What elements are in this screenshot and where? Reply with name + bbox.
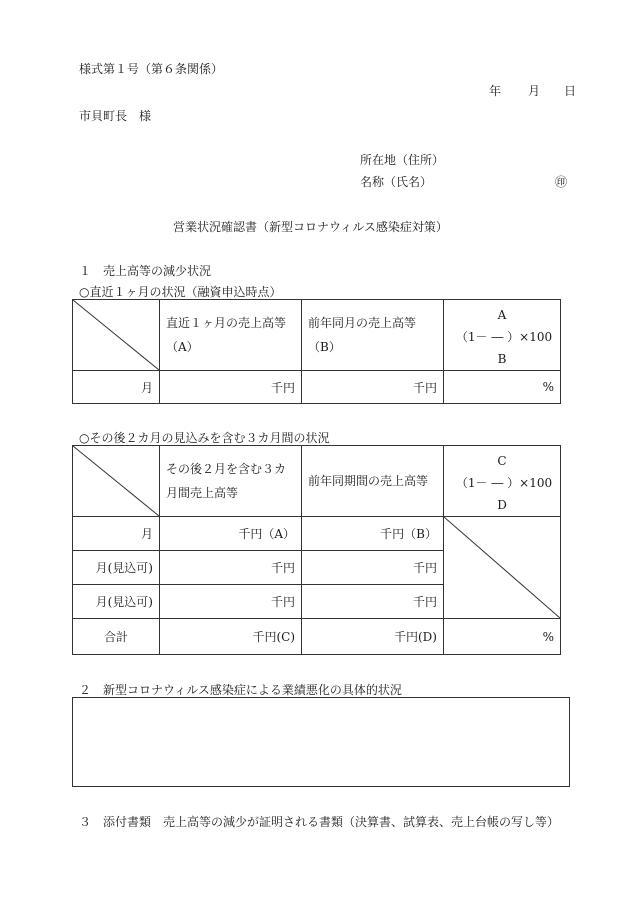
row3-sales-d-cell: 千円: [302, 585, 444, 619]
formula-denominator: B: [497, 352, 507, 366]
month-cell: 月: [73, 371, 160, 404]
date-day-label: 日: [564, 84, 577, 98]
addressee: 市貝町長 様: [79, 109, 152, 123]
col-c-label-line1: その後２月を含む３カ: [166, 462, 287, 476]
col-c-header: [160, 446, 302, 517]
col-d-header: [302, 446, 444, 517]
address-label: 所在地（住所）: [360, 153, 445, 167]
formula-numerator: C: [497, 454, 507, 468]
name-label: 名称（氏名）: [360, 175, 433, 189]
formula-expression: （1－ ― ）×100: [455, 330, 553, 344]
document-title: 営業状況確認書（新型コロナウィルス感染症対策）: [173, 220, 448, 234]
three-month-table: [72, 445, 561, 655]
col-d-label: 前年同期間の売上高等: [308, 474, 429, 488]
col-a-label: 直近１ヶ月の売上高等: [166, 316, 287, 330]
sales-b-cell: 千円: [302, 371, 444, 404]
recent-month-table: [72, 299, 561, 404]
diagonal-header-cell: [73, 300, 160, 371]
col-b-header: [302, 300, 444, 371]
diagonal-line: [444, 517, 560, 618]
section1-heading: １ 売上高等の減少状況: [79, 264, 212, 278]
diagonal-header-cell: [73, 446, 160, 517]
diagonal-line: [73, 300, 159, 370]
section3-heading: ３ 添付書類 売上高等の減少が証明される書類（決算書、試算表、売上台帳の写し等）: [79, 815, 560, 829]
formula-expression: （1－ ― ）×100: [455, 476, 553, 490]
row3-sales-c-cell: 千円: [160, 585, 302, 619]
table1-caption: ○直近１ヶ月の状況（融資申込時点）: [79, 285, 282, 299]
date-month-label: 月: [528, 84, 541, 98]
diagonal-line: [73, 446, 159, 516]
section2-heading: ２ 新型コロナウィルス感染症による業績悪化の具体的状況: [79, 683, 402, 697]
sales-a-cell: 千円: [160, 371, 302, 404]
formula-denominator: D: [497, 498, 507, 512]
row1-month-cell: 月: [73, 517, 160, 551]
decrease-rate-cell: %: [444, 371, 561, 404]
col-a-sub: （A）: [166, 340, 199, 354]
total-sales-c-cell: 千円(C): [160, 619, 302, 655]
seal-mark: ㊞: [555, 175, 568, 189]
row2-sales-d-cell: 千円: [302, 551, 444, 585]
row2-month-cell: 月(見込可): [73, 551, 160, 585]
form-id: 様式第１号（第６条関係）: [79, 62, 224, 76]
empty-diagonal-cell: [444, 517, 561, 619]
row1-sales-d-cell: 千円（B）: [302, 517, 444, 551]
situation-text-box[interactable]: [72, 697, 570, 787]
row3-month-cell: 月(見込可): [73, 585, 160, 619]
row2-sales-c-cell: 千円: [160, 551, 302, 585]
col-c-label-line2: 月間売上高等: [166, 486, 239, 500]
total-decrease-rate-cell: %: [444, 619, 561, 655]
col-a-header: [160, 300, 302, 371]
formula-header: [444, 300, 561, 371]
formula-header: [444, 446, 561, 517]
row1-sales-c-cell: 千円（A）: [160, 517, 302, 551]
date-year-label: 年: [489, 84, 502, 98]
col-b-sub: （B）: [308, 340, 341, 354]
total-label-cell: 合計: [73, 619, 160, 655]
col-b-label: 前年同月の売上高等: [308, 316, 417, 330]
table2-caption: ○その後２カ月の見込みを含む３カ月間の状況: [79, 431, 330, 445]
formula-numerator: A: [497, 308, 507, 322]
total-sales-d-cell: 千円(D): [302, 619, 444, 655]
